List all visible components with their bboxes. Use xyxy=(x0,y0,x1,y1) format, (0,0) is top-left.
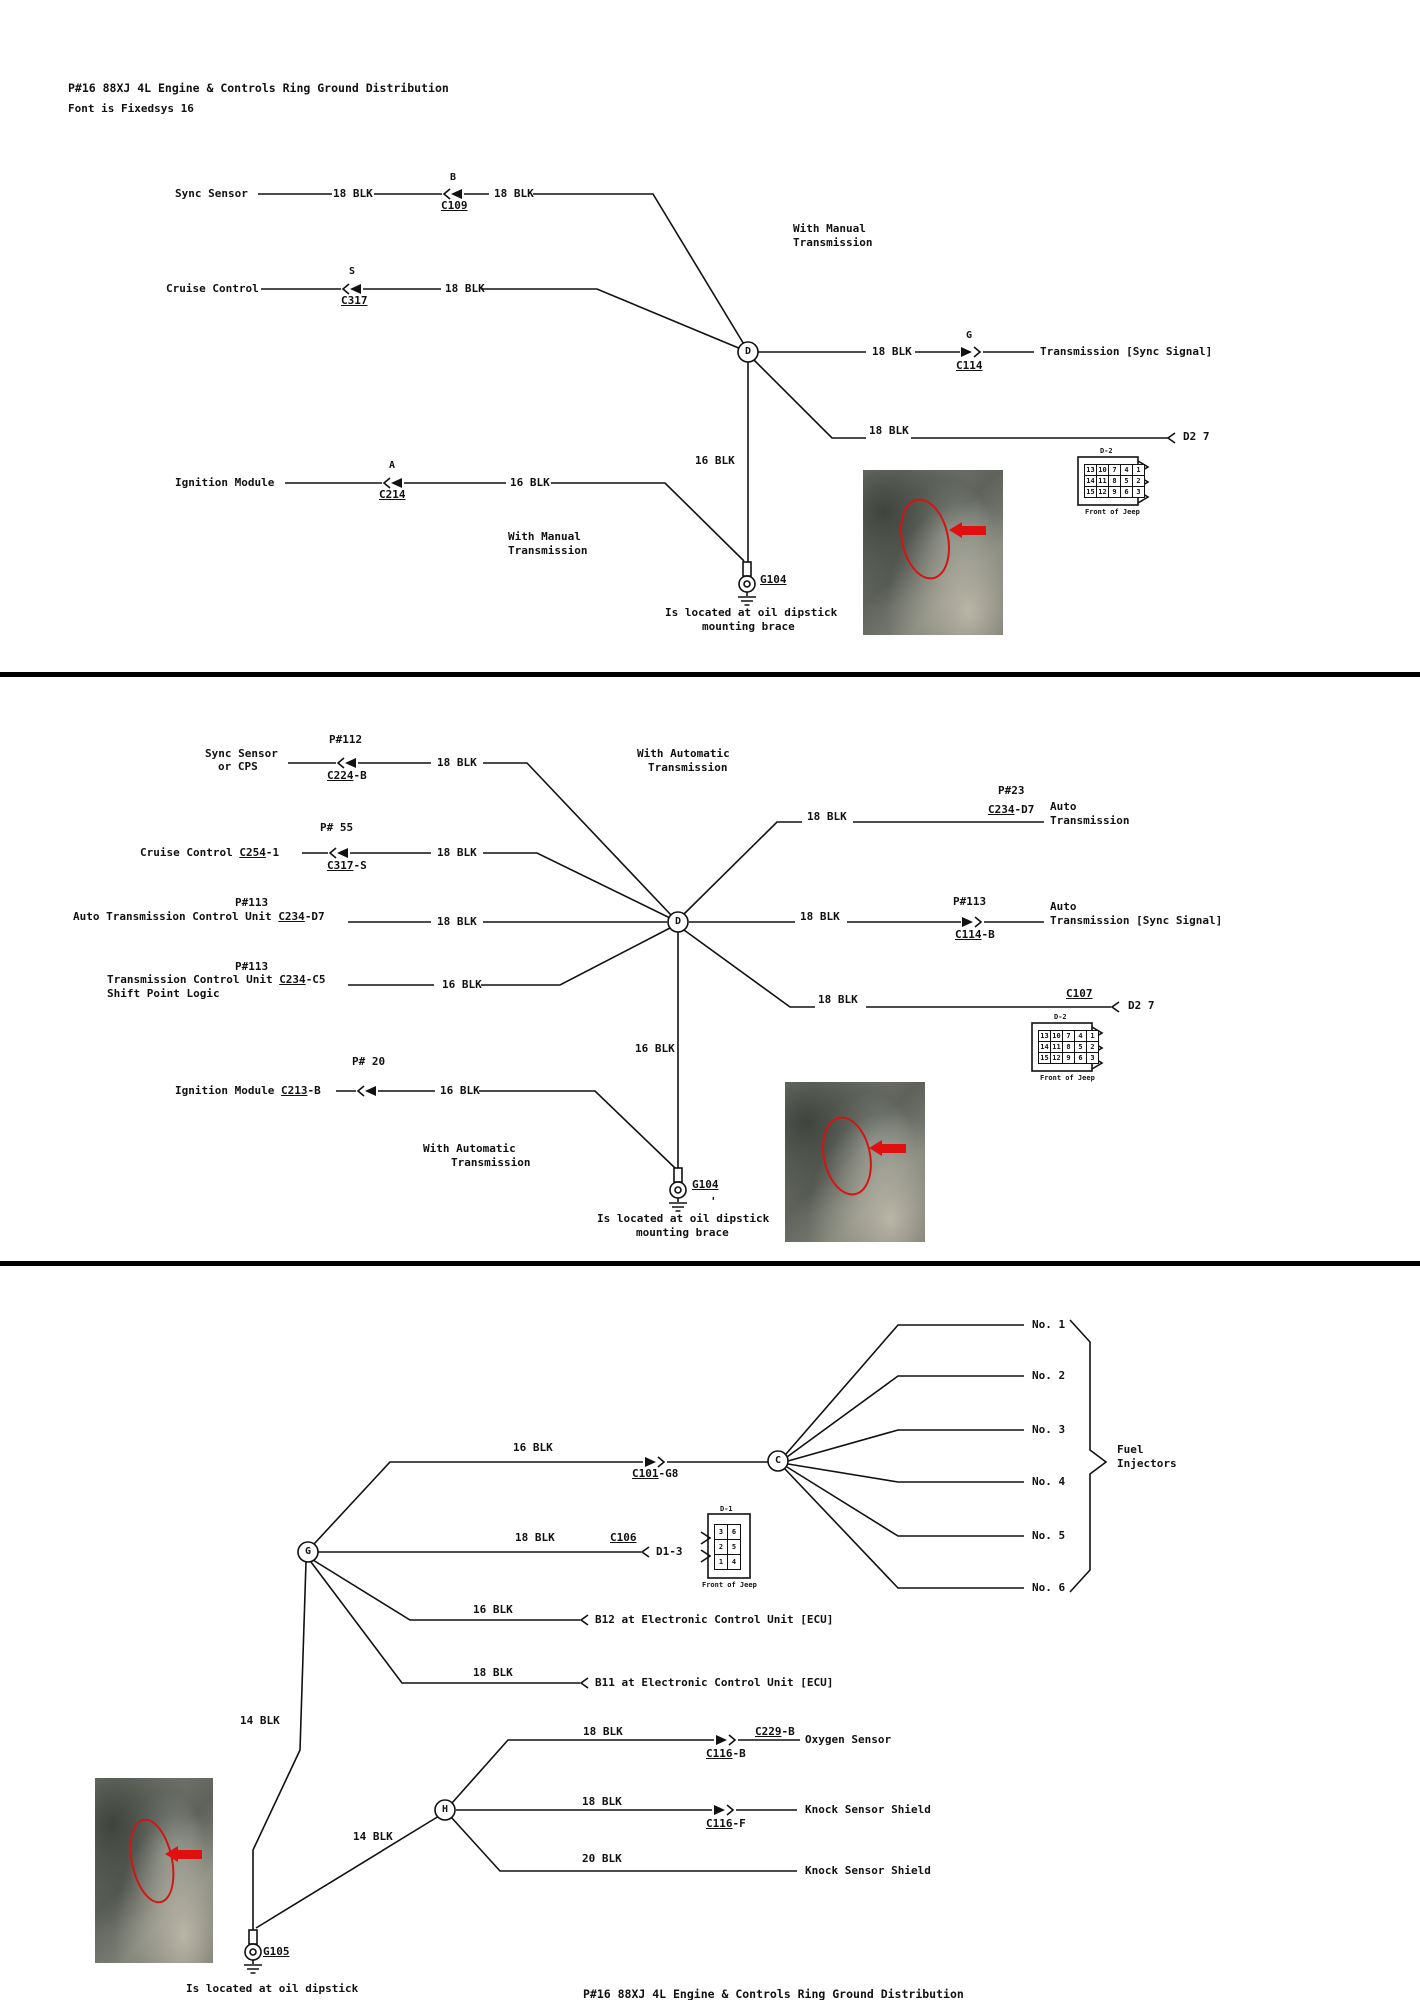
pin-letter: A xyxy=(389,460,396,471)
wire-gauge-label: 18 BLK xyxy=(583,1725,623,1738)
ground-location-note: Is located at oil dipstick xyxy=(186,1982,359,1995)
inline-connector-icon xyxy=(330,848,348,858)
red-arrow-icon xyxy=(869,1140,906,1156)
connector-ref-c106: C106 xyxy=(610,1531,637,1544)
label-auto-transmission: Transmission xyxy=(1050,814,1130,827)
ground-symbol-icon xyxy=(669,1168,687,1211)
note-with-manual: With Manual xyxy=(508,530,581,543)
note-with-manual: With Manual xyxy=(793,222,866,235)
stray-tick: ' xyxy=(710,1195,717,1208)
connector-ref-c214: C214 xyxy=(379,488,406,501)
pin-cell: 14 xyxy=(1086,477,1095,485)
connector-ref-c107: C107 xyxy=(1066,987,1093,1000)
wire-gauge-label: 18 BLK xyxy=(333,187,373,200)
pin-cell: 12 xyxy=(1052,1054,1061,1062)
label-sync-sensor: or CPS xyxy=(218,760,258,773)
wire xyxy=(314,1462,643,1544)
wire-gauge-label: 18 BLK xyxy=(473,1666,513,1679)
pin-ref-p20: P# 20 xyxy=(352,1055,386,1068)
ground-ref-g104: G104 xyxy=(692,1178,719,1191)
pin-cell: 11 xyxy=(1052,1043,1061,1051)
pin-letter: G xyxy=(966,330,973,341)
wire xyxy=(452,1740,714,1803)
wire xyxy=(313,1560,580,1620)
pin-ref-p113: P#113 xyxy=(235,896,269,909)
pin-cell: 5 xyxy=(1075,1042,1086,1052)
wire-gauge-label: 14 BLK xyxy=(353,1830,393,1843)
pin-cell: 13 xyxy=(1086,466,1095,474)
connector-d1-front-label: Front of Jeep xyxy=(702,1581,757,1589)
inline-connector-icon xyxy=(384,478,402,488)
highlight-ellipse xyxy=(815,1112,879,1200)
pin-cell: 11 xyxy=(1098,477,1107,485)
wire-gauge-label: 16 BLK xyxy=(440,1084,480,1097)
section3-wires xyxy=(244,1320,1106,1973)
pin-cell: 10 xyxy=(1052,1032,1061,1040)
wire-end-arrow-icon xyxy=(1112,1002,1119,1012)
label-b11-ecu: B11 at Electronic Control Unit [ECU] xyxy=(595,1676,834,1689)
pin-cell: 1 xyxy=(715,1555,727,1569)
pin-cell: 9 xyxy=(1063,1053,1074,1063)
label-cruise-control: Cruise Control xyxy=(166,282,259,295)
connector-ref-c114b: C114-B xyxy=(955,928,995,941)
connector-ref-c114: C114 xyxy=(956,359,983,372)
label-shift-point-logic: Shift Point Logic xyxy=(107,987,220,1000)
label-auto-trans-sync: Transmission [Sync Signal] xyxy=(1050,914,1223,927)
pin-cell: 12 xyxy=(1098,488,1107,496)
note-with-manual: Transmission xyxy=(508,544,588,557)
pin-cell: 15 xyxy=(1086,488,1095,496)
label-d2-7: D2 7 xyxy=(1183,430,1210,443)
wire-gauge-label: 18 BLK xyxy=(818,993,858,1006)
wire-end-arrow-icon xyxy=(642,1547,649,1557)
inline-connector-icon xyxy=(343,284,361,294)
wire-gauge-label: 18 BLK xyxy=(807,810,847,823)
wire-end-arrow-icon xyxy=(581,1678,588,1688)
pin-cell: 2 xyxy=(715,1540,727,1554)
splice-node-h: H xyxy=(441,1804,449,1815)
wire xyxy=(754,360,866,438)
red-arrow-icon xyxy=(949,522,986,538)
red-arrow-icon xyxy=(165,1846,202,1862)
label-auto-trans-sync: Auto xyxy=(1050,900,1077,913)
label-sync-sensor: Sync Sensor xyxy=(205,747,278,760)
wire-end-arrow-icon xyxy=(581,1615,588,1625)
pin-cell: 6 xyxy=(1121,487,1132,497)
wire-gauge-label: 18 BLK xyxy=(437,756,477,769)
ground-location-note: Is located at oil dipstick xyxy=(665,606,838,619)
wire xyxy=(786,1325,1024,1454)
inline-connector-icon xyxy=(962,917,981,927)
wire xyxy=(788,1464,1024,1482)
connector-d2-front-label: Front of Jeep xyxy=(1040,1074,1095,1082)
wire xyxy=(483,853,670,918)
injector-label: No. 3 xyxy=(1032,1423,1066,1436)
connector-ref-c116b: C116-B xyxy=(706,1747,746,1760)
ground-location-photo xyxy=(863,470,1003,635)
section1-wires xyxy=(258,189,1175,605)
pin-cell: 7 xyxy=(1109,465,1120,475)
wire xyxy=(787,1467,1024,1536)
ground-location-note: mounting brace xyxy=(636,1226,729,1239)
pin-ref-p113: P#113 xyxy=(953,895,987,908)
ground-ref-g105: G105 xyxy=(263,1945,290,1958)
connector-d2-pin-grid xyxy=(1038,1030,1099,1064)
splice-node-c: C xyxy=(774,1455,782,1466)
wire-gauge-label: 18 BLK xyxy=(515,1531,555,1544)
splice-node-d: D xyxy=(674,916,682,927)
wire-gauge-label: 16 BLK xyxy=(442,978,482,991)
pin-cell: 4 xyxy=(1075,1031,1086,1041)
injector-label: No. 2 xyxy=(1032,1369,1066,1382)
page-subtitle: Font is Fixedsys 16 xyxy=(68,102,194,115)
note-with-automatic: With Automatic xyxy=(637,747,730,760)
connector-ref-c229b: C229-B xyxy=(755,1725,795,1738)
pin-cell: 10 xyxy=(1098,466,1107,474)
connector-d2-label: D-2 xyxy=(1100,447,1113,455)
wire-gauge-label: 16 BLK xyxy=(473,1603,513,1616)
splice-node-g: G xyxy=(304,1546,312,1557)
pin-letter: B xyxy=(450,172,457,183)
wire-gauge-label: 18 BLK xyxy=(494,187,534,200)
wire xyxy=(788,1430,1024,1461)
connector-d1-label: D-1 xyxy=(720,1505,733,1513)
inline-connector-icon xyxy=(358,1086,376,1096)
wire xyxy=(787,1376,1024,1457)
label-b12-ecu: B12 at Electronic Control Unit [ECU] xyxy=(595,1613,834,1626)
wire xyxy=(481,928,670,985)
wire-gauge-label: 18 BLK xyxy=(869,424,909,437)
wire xyxy=(311,1562,580,1683)
highlight-ellipse xyxy=(893,494,957,584)
brace xyxy=(1070,1320,1106,1592)
pin-cell: 13 xyxy=(1040,1032,1049,1040)
section-divider xyxy=(0,1261,1420,1266)
pin-ref-p112: P#112 xyxy=(329,733,363,746)
injector-label: No. 4 xyxy=(1032,1475,1066,1488)
connector-ref-c101g8: C101-G8 xyxy=(632,1467,679,1480)
inline-connector-icon xyxy=(961,347,980,357)
wire xyxy=(253,1562,306,1930)
ground-location-note: mounting brace xyxy=(702,620,795,633)
wire xyxy=(256,1816,439,1928)
pin-cell: 9 xyxy=(1109,487,1120,497)
pin-cell: 14 xyxy=(1040,1043,1049,1051)
label-fuel-injectors: Injectors xyxy=(1117,1457,1177,1470)
pin-ref-p113: P#113 xyxy=(235,960,269,973)
wire xyxy=(684,822,802,914)
pin-cell: 2 xyxy=(1133,476,1144,486)
wire-gauge-label: 14 BLK xyxy=(240,1714,280,1727)
ground-location-photo xyxy=(785,1082,925,1242)
pin-cell: 15 xyxy=(1040,1054,1049,1062)
pin-cell: 6 xyxy=(728,1525,740,1539)
pin-ref-p55: P# 55 xyxy=(320,821,354,834)
pin-cell: 7 xyxy=(1063,1031,1074,1041)
connector-ref-c317s: C317-S xyxy=(327,859,367,872)
wire-gauge-label: 18 BLK xyxy=(582,1795,622,1808)
wire-gauge-label: 16 BLK xyxy=(635,1042,675,1055)
inline-connector-icon xyxy=(716,1735,735,1745)
connector-ref-c109: C109 xyxy=(441,199,468,212)
pin-cell: 1 xyxy=(1133,465,1144,475)
pin-ref-p23: P#23 xyxy=(998,784,1025,797)
pin-cell: 1 xyxy=(1087,1031,1098,1041)
label-knock-sensor-shield: Knock Sensor Shield xyxy=(805,1803,931,1816)
note-with-automatic: Transmission xyxy=(451,1156,531,1169)
wire-gauge-label: 18 BLK xyxy=(437,846,477,859)
inline-connector-icon xyxy=(714,1805,733,1815)
page-title: P#16 88XJ 4L Engine & Controls Ring Ground Distribution xyxy=(68,81,449,95)
label-sync-sensor: Sync Sensor xyxy=(175,187,248,200)
wire xyxy=(785,1469,1024,1588)
pin-cell: 8 xyxy=(1063,1042,1074,1052)
label-ignition-module-c213: Ignition Module C213-B xyxy=(175,1084,321,1097)
wire-gauge-label: 16 BLK xyxy=(513,1441,553,1454)
note-with-automatic: Transmission xyxy=(648,761,728,774)
label-cruise-control-c254: Cruise Control C254-1 xyxy=(140,846,280,859)
splice-node-d: D xyxy=(744,346,752,357)
pin-cell: 6 xyxy=(1075,1053,1086,1063)
wire-end-arrow-icon xyxy=(1168,433,1175,443)
note-with-manual: Transmission xyxy=(793,236,873,249)
connector-ref-c317: C317 xyxy=(341,294,368,307)
connector-ref-c116f: C116-F xyxy=(706,1817,746,1830)
pin-cell: 3 xyxy=(1133,487,1144,497)
pin-cell: 3 xyxy=(1087,1053,1098,1063)
label-oxygen-sensor: Oxygen Sensor xyxy=(805,1733,892,1746)
inline-connector-icon xyxy=(338,758,356,768)
pin-letter: S xyxy=(349,266,356,277)
connector-ref-c224b: C224-B xyxy=(327,769,367,782)
pin-cell: 8 xyxy=(1109,476,1120,486)
connector-d2-label: D-2 xyxy=(1054,1013,1067,1021)
inline-connector-icon xyxy=(444,189,462,199)
connector-d2-pin-grid xyxy=(1084,464,1145,498)
wire-gauge-label: 16 BLK xyxy=(695,454,735,467)
label-d1-3: D1-3 xyxy=(656,1545,683,1558)
label-knock-sensor-shield: Knock Sensor Shield xyxy=(805,1864,931,1877)
pin-cell: 3 xyxy=(715,1525,727,1539)
wire-gauge-label: 18 BLK xyxy=(872,345,912,358)
label-transmission-sync: Transmission [Sync Signal] xyxy=(1040,345,1213,358)
ground-ref-g104: G104 xyxy=(760,573,787,586)
wire xyxy=(481,289,741,349)
ground-symbol-icon xyxy=(244,1930,262,1973)
wire xyxy=(533,194,745,346)
connector-d1-pin-grid xyxy=(714,1524,741,1570)
pin-cell: 5 xyxy=(1121,476,1132,486)
section2-wires xyxy=(288,758,1119,1211)
pin-cell: 4 xyxy=(1121,465,1132,475)
pin-cell: 5 xyxy=(728,1540,740,1554)
inline-connector-icon xyxy=(645,1457,664,1467)
wire-gauge-label: 18 BLK xyxy=(437,915,477,928)
wire-gauge-label: 20 BLK xyxy=(582,1852,622,1865)
wire xyxy=(684,930,815,1007)
injector-label: No. 1 xyxy=(1032,1318,1066,1331)
ground-location-note: Is located at oil dipstick xyxy=(597,1212,770,1225)
injector-label: No. 6 xyxy=(1032,1581,1066,1594)
label-auto-transmission: Auto xyxy=(1050,800,1077,813)
note-with-automatic: With Automatic xyxy=(423,1142,516,1155)
label-ignition-module: Ignition Module xyxy=(175,476,275,489)
wire-gauge-label: 18 BLK xyxy=(800,910,840,923)
label-fuel-injectors: Fuel xyxy=(1117,1443,1144,1456)
wire xyxy=(483,763,671,915)
pin-cell: 2 xyxy=(1087,1042,1098,1052)
connector-d2-front-label: Front of Jeep xyxy=(1085,508,1140,516)
footer-title: P#16 88XJ 4L Engine & Controls Ring Ground Distribution xyxy=(583,1987,964,2000)
label-auto-trans-control-unit: Auto Transmission Control Unit C234-D7 xyxy=(73,910,325,923)
injector-label: No. 5 xyxy=(1032,1529,1066,1542)
label-trans-control-unit: Transmission Control Unit C234-C5 xyxy=(107,973,326,986)
label-d2-7: D2 7 xyxy=(1128,999,1155,1012)
wire-gauge-label: 18 BLK xyxy=(445,282,485,295)
ground-location-photo xyxy=(95,1778,213,1963)
wire-gauge-label: 16 BLK xyxy=(510,476,550,489)
pin-cell: 4 xyxy=(728,1555,740,1569)
section-divider xyxy=(0,672,1420,677)
connector-ref-c234d7: C234-D7 xyxy=(988,803,1035,816)
ground-symbol-icon xyxy=(738,562,756,605)
